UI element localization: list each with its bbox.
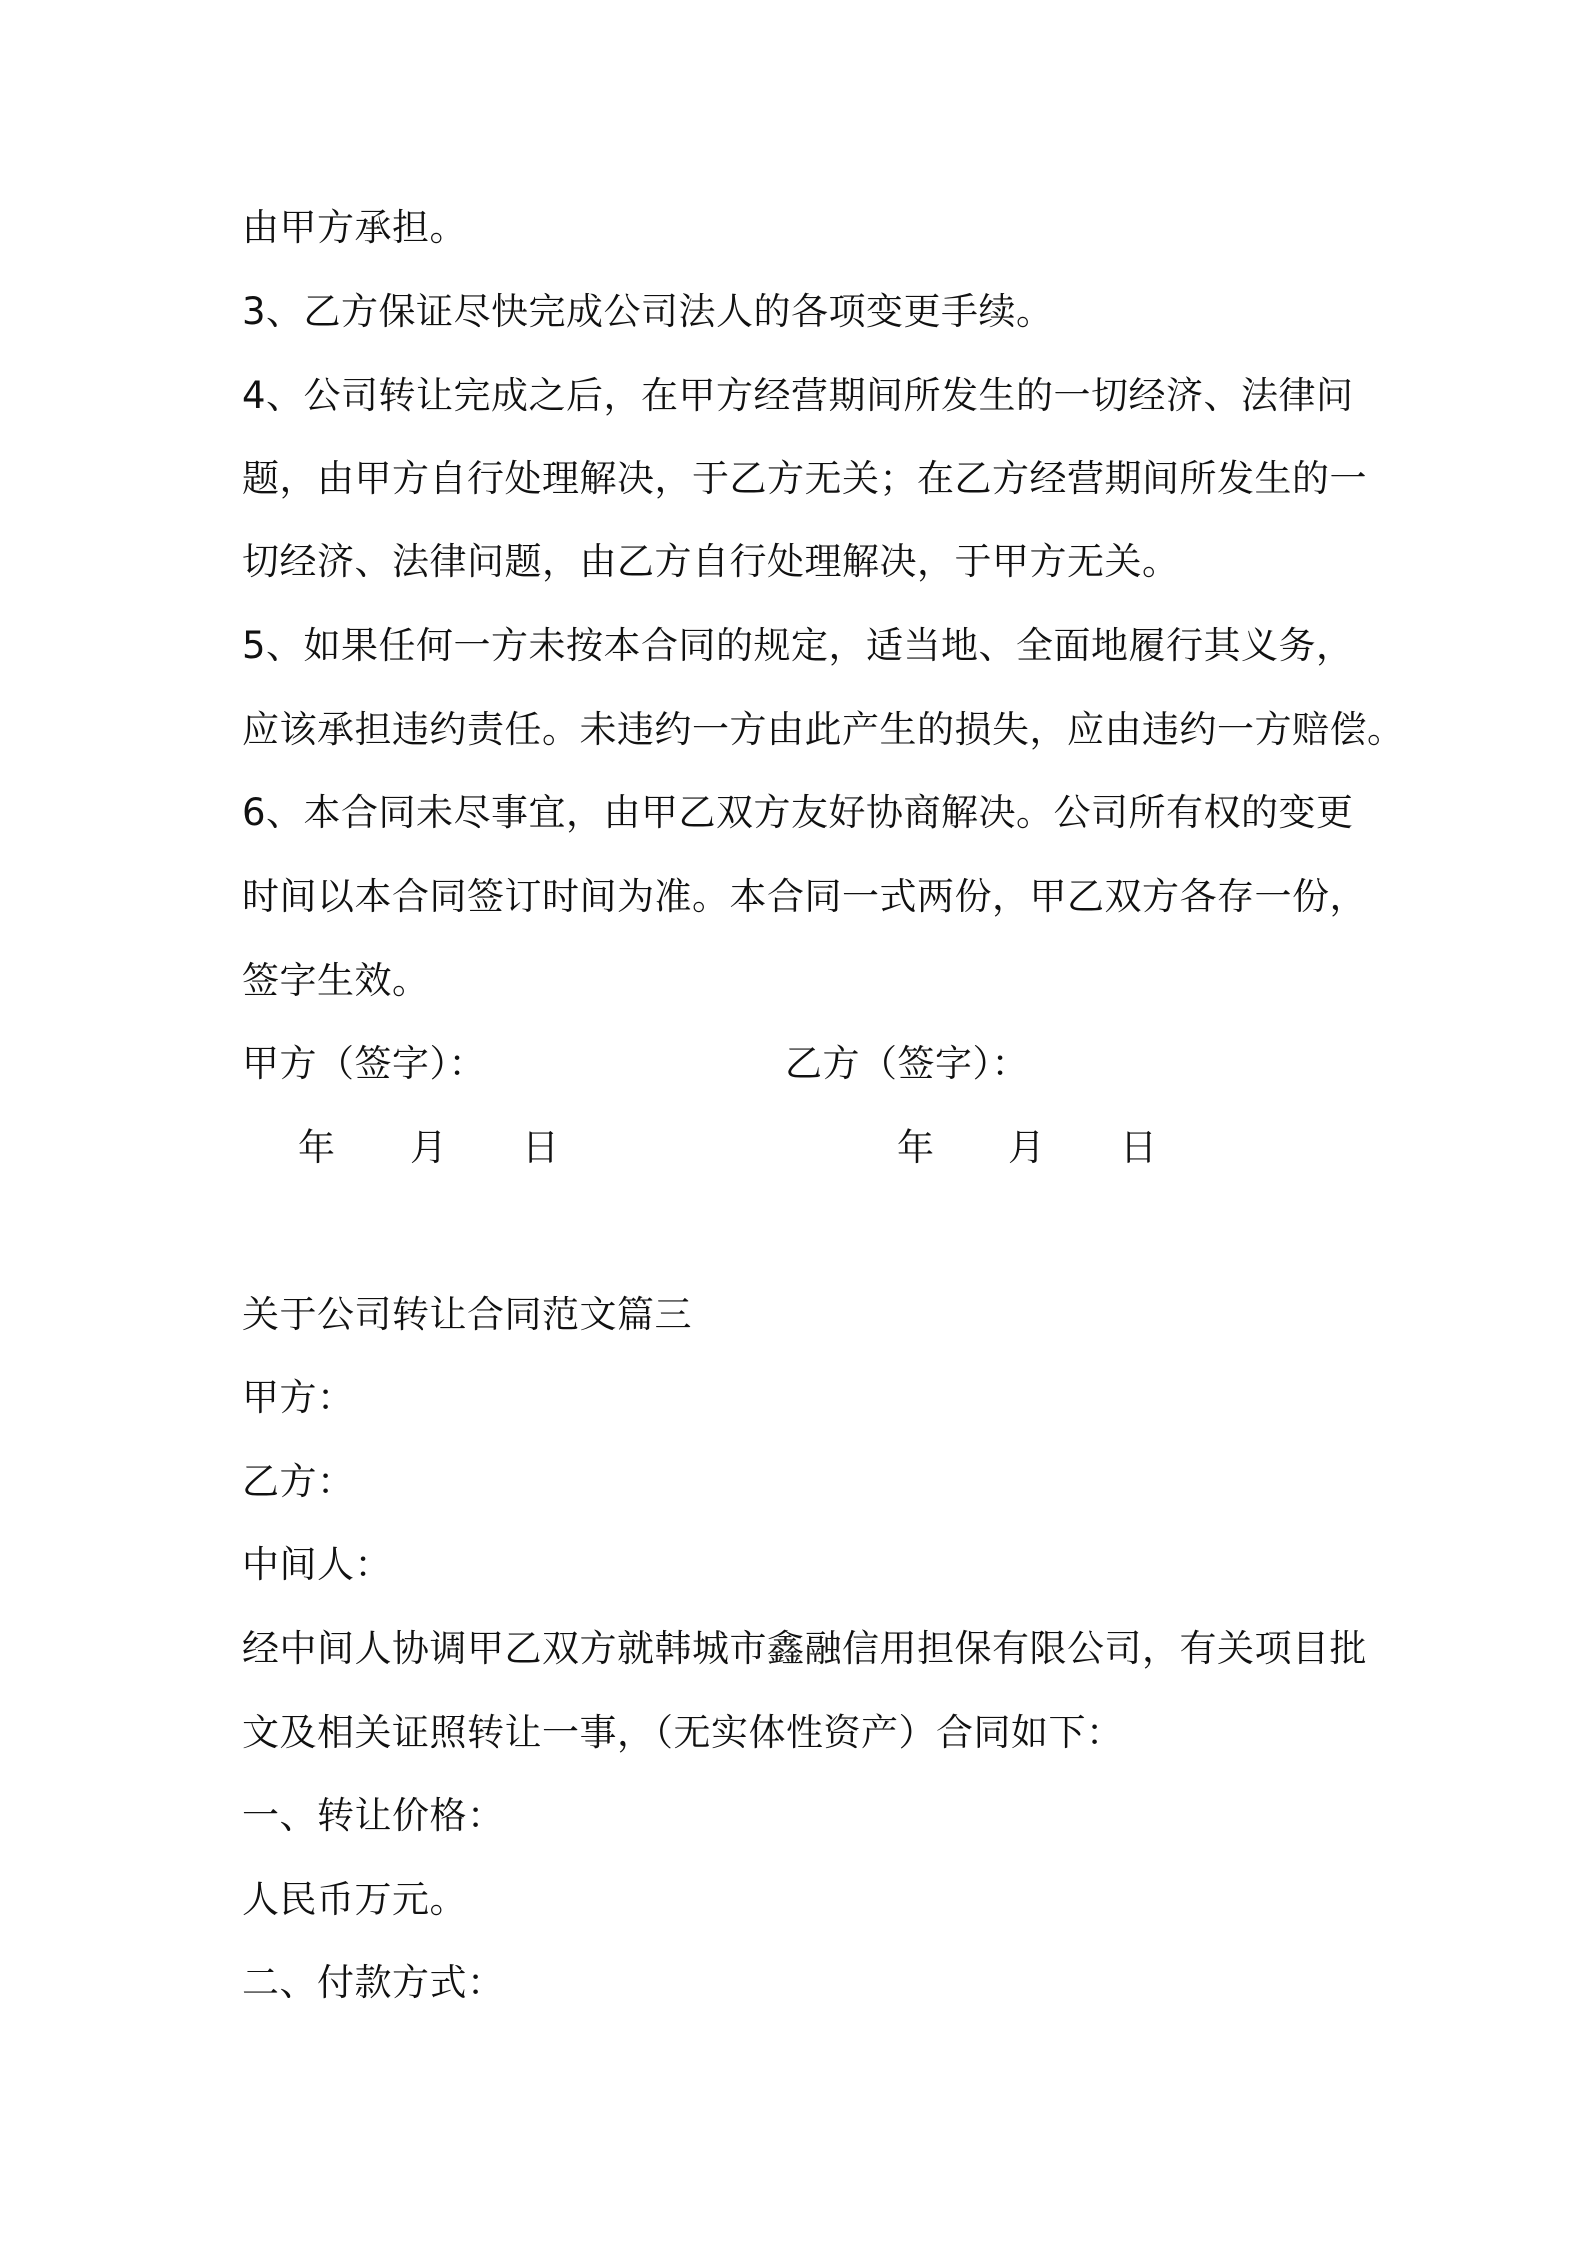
intermediary-label: 中间人： xyxy=(242,1543,392,1586)
text-line: 切经济、法律问题，由乙方自行处理解决，于甲方无关。 xyxy=(242,540,1180,583)
party-b-signature-label: 乙方（签字）： xyxy=(785,1042,1029,1085)
text-line: 题，由甲方自行处理解决，于乙方无关；在乙方经营期间所发生的一 xyxy=(242,457,1367,500)
text-line: 5、如果任何一方未按本合同的规定，适当地、全面地履行其义务， xyxy=(242,624,1354,667)
transfer-price-content: 人民币万元。 xyxy=(242,1878,467,1921)
day-label: 日 xyxy=(522,1126,559,1169)
section-title: 关于公司转让合同范文篇三 xyxy=(242,1293,692,1336)
year-label: 年 xyxy=(298,1126,335,1169)
text-line: 6、本合同未尽事宜，由甲乙双方友好协商解决。公司所有权的变更 xyxy=(242,791,1354,834)
party-a-label: 甲方： xyxy=(242,1376,355,1419)
year-label: 年 xyxy=(897,1126,934,1169)
text-line: 应该承担违约责任。未违约一方由此产生的损失，应由违约一方赔偿。 xyxy=(242,708,1405,751)
text-line: 签字生效。 xyxy=(242,959,430,1002)
payment-method-heading: 二、付款方式： xyxy=(242,1961,505,2004)
text-line: 时间以本合同签订时间为准。本合同一式两份，甲乙双方各存一份， xyxy=(242,875,1367,918)
text-line: 3、乙方保证尽快完成公司法人的各项变更手续。 xyxy=(242,290,1054,333)
intro-line: 经中间人协调甲乙双方就韩城市鑫融信用担保有限公司，有关项目批 xyxy=(242,1627,1367,1670)
party-b-label: 乙方： xyxy=(242,1460,355,1503)
text-line: 由甲方承担。 xyxy=(242,206,467,249)
intro-line: 文及相关证照转让一事，（无实体性资产）合同如下： xyxy=(242,1711,1124,1754)
text-line: 4、公司转让完成之后，在甲方经营期间所发生的一切经济、法律问 xyxy=(242,374,1354,417)
day-label: 日 xyxy=(1120,1126,1157,1169)
transfer-price-heading: 一、转让价格： xyxy=(242,1794,505,1837)
party-b-date-row xyxy=(0,1125,1586,1171)
month-label: 月 xyxy=(410,1126,447,1169)
party-a-signature-label: 甲方（签字）： xyxy=(242,1042,486,1085)
month-label: 月 xyxy=(1008,1126,1045,1169)
